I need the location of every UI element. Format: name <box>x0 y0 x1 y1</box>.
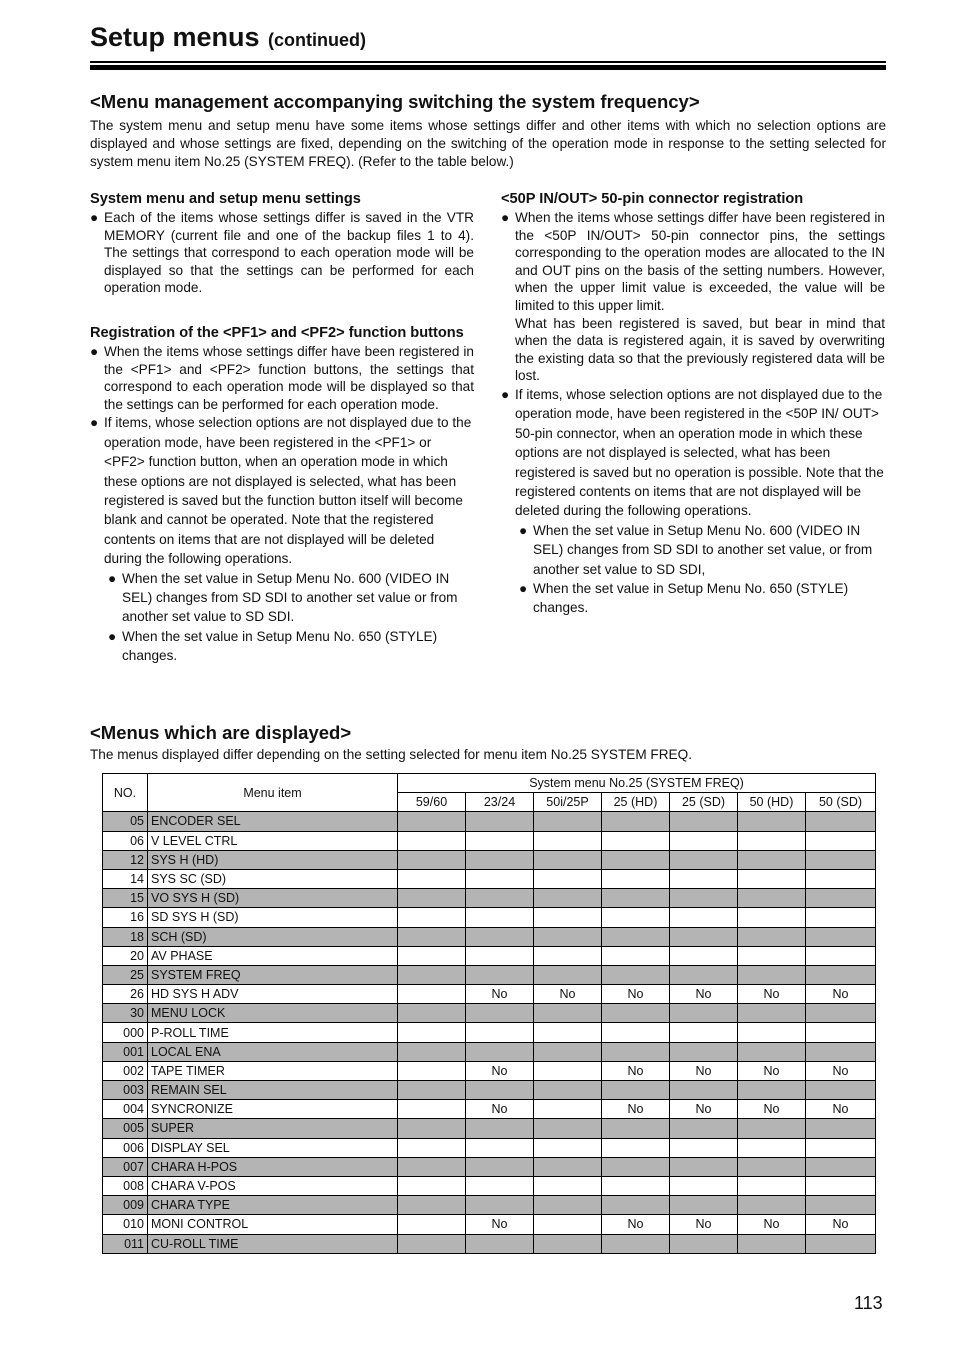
row-mode-value <box>398 965 466 984</box>
row-mode-value <box>806 889 876 908</box>
bullet-icon: ● <box>519 522 528 538</box>
row-mode-value <box>398 1119 466 1138</box>
header-mode: 50 (SD) <box>806 793 876 812</box>
row-mode-value <box>398 927 466 946</box>
row-mode-value <box>398 1023 466 1042</box>
row-number: 20 <box>103 946 148 965</box>
row-mode-value <box>602 869 670 888</box>
menus-intro: The menus displayed differ depending on the setting selected for menu item No.25 SYSTEM FREQ. <box>90 747 692 762</box>
row-mode-value: No <box>602 1100 670 1119</box>
row-mode-value <box>466 927 534 946</box>
row-mode-value <box>670 1004 738 1023</box>
table-row <box>103 1215 876 1234</box>
menus-table <box>102 773 876 1254</box>
row-mode-value <box>398 1061 466 1080</box>
sub-bullet-text: When the set value in Setup Menu No. 600 (VIDEO IN SEL) changes from SD SDI to another set value, or from another set value to SD SDI, <box>533 522 873 577</box>
row-number: 12 <box>103 850 148 869</box>
header-mode: 59/60 <box>398 793 466 812</box>
table-row <box>103 985 876 1004</box>
bullet-text: If items, whose selection options are not displayed due to the operation mode, have been registered in the <PF1> or <PF2> function button, when an operation mode in which these options are not displayed is selected, what has been registered is saved but the function button itself will become blank and cannot be operated. Note that the registered contents on items that are not displayed will be deleted during the following operations. <box>104 415 472 567</box>
row-mode-value <box>534 1196 602 1215</box>
row-number: 05 <box>103 812 148 831</box>
table-row <box>103 965 876 984</box>
row-mode-value <box>398 1004 466 1023</box>
bullet-icon: ● <box>501 210 510 225</box>
bullet-text: If items, whose selection options are not displayed due to the operation mode, have been registered in the <50P IN/ OUT> 50-pin connector, when an operation mode in which these options are not displayed is selected, what has been registered is saved but no operation is possible. Note that the registered contents on items that are not displayed will be deleted during the following operations. <box>515 386 884 519</box>
row-menu-item: SYNCRONIZE <box>148 1100 398 1119</box>
row-mode-value <box>534 1042 602 1061</box>
row-mode-value <box>602 965 670 984</box>
header-mode: 50 (HD) <box>738 793 806 812</box>
row-menu-item: SUPER <box>148 1119 398 1138</box>
sub-bullet-item <box>519 521 885 579</box>
row-mode-value <box>398 1138 466 1157</box>
table-row <box>103 812 876 831</box>
row-number: 16 <box>103 908 148 927</box>
row-mode-value <box>466 1176 534 1195</box>
row-mode-value <box>534 1004 602 1023</box>
row-mode-value <box>670 965 738 984</box>
row-menu-item: SYS H (HD) <box>148 850 398 869</box>
row-mode-value <box>670 831 738 850</box>
row-mode-value <box>738 1042 806 1061</box>
row-mode-value: No <box>466 985 534 1004</box>
row-mode-value <box>806 927 876 946</box>
row-mode-value <box>398 850 466 869</box>
row-mode-value <box>806 1196 876 1215</box>
subheading-pf-buttons: Registration of the <PF1> and <PF2> function buttons <box>90 324 464 341</box>
row-menu-item: AV PHASE <box>148 946 398 965</box>
row-menu-item: LOCAL ENA <box>148 1042 398 1061</box>
bullet-icon: ● <box>519 581 528 596</box>
row-mode-value: No <box>738 1215 806 1234</box>
header-mode: 25 (SD) <box>670 793 738 812</box>
row-mode-value <box>398 889 466 908</box>
row-mode-value <box>738 908 806 927</box>
row-mode-value <box>738 869 806 888</box>
row-mode-value <box>670 1023 738 1042</box>
table-row <box>103 1023 876 1042</box>
row-mode-value <box>602 812 670 831</box>
row-mode-value <box>806 850 876 869</box>
left-column <box>90 189 474 666</box>
row-mode-value <box>398 1042 466 1061</box>
row-mode-value <box>806 1042 876 1061</box>
row-menu-item: ENCODER SEL <box>148 812 398 831</box>
table-row <box>103 1138 876 1157</box>
row-mode-value <box>738 965 806 984</box>
row-mode-value <box>806 1157 876 1176</box>
row-number: 005 <box>103 1119 148 1138</box>
row-mode-value <box>534 1100 602 1119</box>
table-row <box>103 1119 876 1138</box>
row-mode-value <box>534 1138 602 1157</box>
row-mode-value <box>738 927 806 946</box>
page-title-text: Setup menus <box>90 22 260 52</box>
row-mode-value <box>602 1196 670 1215</box>
bullet-text: Each of the items whose settings differ is saved in the VTR MEMORY (current file and one of the backup files 1 to 4). The settings that correspond to each operation mode will be displayed so that the settings can be performed for each operation mode. <box>104 210 474 296</box>
sub-bullet-text: When the set value in Setup Menu No. 600 (VIDEO IN SEL) changes from SD SDI to another set value or from another set value to SD SDI. <box>122 570 458 625</box>
row-mode-value <box>806 1234 876 1253</box>
row-mode-value <box>806 965 876 984</box>
row-mode-value <box>534 1061 602 1080</box>
row-number: 25 <box>103 965 148 984</box>
row-mode-value <box>534 946 602 965</box>
row-mode-value <box>670 1042 738 1061</box>
row-mode-value: No <box>670 1100 738 1119</box>
row-mode-value <box>806 831 876 850</box>
row-menu-item: MENU LOCK <box>148 1004 398 1023</box>
row-menu-item: V LEVEL CTRL <box>148 831 398 850</box>
header-no: NO. <box>103 774 148 812</box>
row-mode-value <box>738 812 806 831</box>
row-mode-value: No <box>738 1100 806 1119</box>
row-mode-value <box>670 812 738 831</box>
row-mode-value <box>398 1157 466 1176</box>
row-mode-value <box>670 1081 738 1100</box>
section-heading-menus: <Menus which are displayed> <box>90 722 352 743</box>
row-mode-value <box>534 831 602 850</box>
row-mode-value <box>738 1119 806 1138</box>
row-mode-value <box>806 1023 876 1042</box>
bullet-item <box>90 343 474 413</box>
row-mode-value <box>738 889 806 908</box>
row-menu-item: SD SYS H (SD) <box>148 908 398 927</box>
row-mode-value <box>534 889 602 908</box>
row-mode-value: No <box>738 985 806 1004</box>
row-mode-value <box>534 850 602 869</box>
row-mode-value: No <box>670 1215 738 1234</box>
row-mode-value: No <box>806 1061 876 1080</box>
row-mode-value <box>670 946 738 965</box>
page-title-continued: (continued) <box>267 30 366 50</box>
table-row <box>103 1100 876 1119</box>
row-menu-item: SYSTEM FREQ <box>148 965 398 984</box>
row-mode-value <box>466 908 534 927</box>
row-mode-value <box>806 908 876 927</box>
row-mode-value <box>534 965 602 984</box>
row-mode-value <box>534 1081 602 1100</box>
row-menu-item: CU-ROLL TIME <box>148 1234 398 1253</box>
row-mode-value: No <box>670 1061 738 1080</box>
page-title <box>90 22 366 53</box>
row-mode-value <box>398 831 466 850</box>
sub-bullet-text: When the set value in Setup Menu No. 650 (STYLE) changes. <box>122 628 438 664</box>
row-mode-value <box>602 946 670 965</box>
row-mode-value <box>806 1138 876 1157</box>
row-mode-value <box>466 831 534 850</box>
bullet-text: When the items whose settings differ have been registered in the <50P IN/OUT> 50-pin connector pins, the settings corresponding to the operation modes are allocated to the IN and OUT pins on the basis of the setting numbers. However, when the upper limit value is exceeded, the value will be limited to this upper limit. <box>515 210 885 313</box>
table-header-row <box>103 774 876 793</box>
row-mode-value <box>602 908 670 927</box>
row-mode-value <box>602 1138 670 1157</box>
header-mode: 50i/25P <box>534 793 602 812</box>
row-mode-value <box>398 908 466 927</box>
row-mode-value <box>466 889 534 908</box>
row-mode-value <box>738 1004 806 1023</box>
row-mode-value <box>398 1081 466 1100</box>
row-mode-value <box>670 869 738 888</box>
table-row <box>103 1234 876 1253</box>
row-mode-value <box>602 1119 670 1138</box>
row-mode-value <box>670 927 738 946</box>
row-mode-value <box>534 927 602 946</box>
subheading-50p-connector: <50P IN/OUT> 50-pin connector registration <box>501 191 804 207</box>
row-menu-item: REMAIN SEL <box>148 1081 398 1100</box>
row-mode-value <box>602 927 670 946</box>
header-menu-item: Menu item <box>148 774 398 812</box>
sub-bullet-item <box>108 569 474 627</box>
header-system-freq: System menu No.25 (SYSTEM FREQ) <box>398 774 876 793</box>
row-mode-value <box>806 1081 876 1100</box>
bullet-item <box>90 209 474 297</box>
row-mode-value <box>738 850 806 869</box>
row-mode-value <box>602 1176 670 1195</box>
row-mode-value <box>398 1215 466 1234</box>
bullet-item <box>90 413 474 568</box>
sub-bullet-item <box>519 579 885 618</box>
row-menu-item: P-ROLL TIME <box>148 1023 398 1042</box>
table-row <box>103 946 876 965</box>
row-mode-value <box>466 1234 534 1253</box>
row-menu-item: VO SYS H (SD) <box>148 889 398 908</box>
row-menu-item: DISPLAY SEL <box>148 1138 398 1157</box>
row-mode-value <box>602 1023 670 1042</box>
row-mode-value <box>466 965 534 984</box>
row-mode-value <box>738 1196 806 1215</box>
table-row <box>103 1061 876 1080</box>
bullet-icon: ● <box>90 343 99 359</box>
row-mode-value <box>806 869 876 888</box>
row-mode-value: No <box>466 1100 534 1119</box>
row-number: 009 <box>103 1196 148 1215</box>
row-mode-value <box>466 869 534 888</box>
row-mode-value <box>534 1023 602 1042</box>
row-menu-item: CHARA TYPE <box>148 1196 398 1215</box>
table-row <box>103 889 876 908</box>
row-mode-value: No <box>466 1061 534 1080</box>
row-mode-value: No <box>534 985 602 1004</box>
row-mode-value <box>670 1119 738 1138</box>
row-mode-value <box>534 908 602 927</box>
row-mode-value <box>670 1234 738 1253</box>
row-mode-value <box>738 1157 806 1176</box>
row-mode-value <box>466 1004 534 1023</box>
row-mode-value: No <box>602 1061 670 1080</box>
row-mode-value <box>738 831 806 850</box>
row-number: 006 <box>103 1138 148 1157</box>
row-mode-value <box>398 1196 466 1215</box>
header-mode: 25 (HD) <box>602 793 670 812</box>
row-menu-item: CHARA H-POS <box>148 1157 398 1176</box>
table-row <box>103 1157 876 1176</box>
title-rule-thin <box>90 61 886 63</box>
row-mode-value: No <box>466 1215 534 1234</box>
row-number: 15 <box>103 889 148 908</box>
row-mode-value <box>806 1119 876 1138</box>
row-number: 007 <box>103 1157 148 1176</box>
subheading-settings: System menu and setup menu settings <box>90 191 361 207</box>
row-mode-value <box>602 889 670 908</box>
bullet-icon: ● <box>501 386 510 402</box>
row-mode-value <box>466 1023 534 1042</box>
sub-bullet-item <box>108 627 474 666</box>
table-row <box>103 869 876 888</box>
row-mode-value <box>670 1138 738 1157</box>
row-number: 011 <box>103 1234 148 1253</box>
row-menu-item: SYS SC (SD) <box>148 869 398 888</box>
row-mode-value <box>466 1138 534 1157</box>
row-mode-value <box>398 1234 466 1253</box>
row-mode-value <box>466 812 534 831</box>
row-mode-value <box>534 1119 602 1138</box>
section-heading-frequency: <Menu management accompanying switching the system frequency> <box>90 91 700 112</box>
row-mode-value <box>602 1004 670 1023</box>
bullet-text-continued: What has been registered is saved, but bear in mind that when the data is registered again, it is saved by overwriting the existing data so that the previously registered data will be lost. <box>515 315 885 384</box>
bullet-icon: ● <box>108 570 117 586</box>
table-row <box>103 1042 876 1061</box>
row-mode-value <box>534 1234 602 1253</box>
row-number: 000 <box>103 1023 148 1042</box>
row-mode-value <box>670 1196 738 1215</box>
row-mode-value <box>534 1215 602 1234</box>
right-column <box>501 189 885 618</box>
row-mode-value <box>466 1157 534 1176</box>
row-mode-value: No <box>738 1061 806 1080</box>
bullet-item <box>501 209 885 385</box>
table-row <box>103 908 876 927</box>
row-mode-value <box>738 1138 806 1157</box>
table-row <box>103 1081 876 1100</box>
row-mode-value <box>602 831 670 850</box>
bullet-text: When the items whose settings differ have been registered in the <PF1> and <PF2> function buttons, the settings that correspond to each operation mode will be displayed so that the settings can be performed for each operation mode. <box>104 343 474 412</box>
table-row <box>103 850 876 869</box>
row-mode-value <box>670 908 738 927</box>
row-mode-value <box>738 1081 806 1100</box>
row-mode-value: No <box>670 985 738 1004</box>
table-row <box>103 1176 876 1195</box>
row-mode-value <box>738 1023 806 1042</box>
row-number: 008 <box>103 1176 148 1195</box>
row-mode-value: No <box>602 985 670 1004</box>
row-mode-value <box>738 1234 806 1253</box>
row-mode-value <box>670 850 738 869</box>
bullet-icon: ● <box>108 628 117 644</box>
row-mode-value <box>398 1176 466 1195</box>
row-mode-value <box>602 1157 670 1176</box>
row-menu-item: CHARA V-POS <box>148 1176 398 1195</box>
row-mode-value: No <box>806 1215 876 1234</box>
sub-bullet-text: When the set value in Setup Menu No. 650 (STYLE) changes. <box>533 581 849 616</box>
row-mode-value <box>806 812 876 831</box>
row-mode-value <box>738 1176 806 1195</box>
row-mode-value <box>466 1119 534 1138</box>
row-number: 010 <box>103 1215 148 1234</box>
row-mode-value <box>602 1081 670 1100</box>
row-mode-value <box>738 946 806 965</box>
row-mode-value <box>398 812 466 831</box>
row-mode-value <box>806 946 876 965</box>
title-rule-thick <box>90 65 886 70</box>
table-row <box>103 927 876 946</box>
row-mode-value <box>466 1196 534 1215</box>
row-number: 14 <box>103 869 148 888</box>
row-number: 30 <box>103 1004 148 1023</box>
row-number: 18 <box>103 927 148 946</box>
row-mode-value <box>602 1042 670 1061</box>
row-number: 001 <box>103 1042 148 1061</box>
row-mode-value <box>398 985 466 1004</box>
row-mode-value <box>466 946 534 965</box>
bullet-item <box>501 385 885 521</box>
header-mode: 23/24 <box>466 793 534 812</box>
row-menu-item: SCH (SD) <box>148 927 398 946</box>
row-mode-value <box>670 1176 738 1195</box>
row-mode-value <box>534 812 602 831</box>
row-mode-value <box>806 1004 876 1023</box>
table-row <box>103 1196 876 1215</box>
row-mode-value <box>466 1042 534 1061</box>
row-mode-value <box>398 869 466 888</box>
row-mode-value: No <box>806 1100 876 1119</box>
row-mode-value <box>670 1157 738 1176</box>
row-number: 004 <box>103 1100 148 1119</box>
row-menu-item: TAPE TIMER <box>148 1061 398 1080</box>
row-mode-value <box>398 1100 466 1119</box>
row-number: 06 <box>103 831 148 850</box>
row-mode-value <box>534 1176 602 1195</box>
table-body <box>103 812 876 1253</box>
table-row <box>103 1004 876 1023</box>
row-mode-value <box>602 850 670 869</box>
row-mode-value: No <box>806 985 876 1004</box>
row-mode-value <box>534 869 602 888</box>
row-menu-item: HD SYS H ADV <box>148 985 398 1004</box>
row-mode-value: No <box>602 1215 670 1234</box>
row-number: 003 <box>103 1081 148 1100</box>
row-mode-value <box>398 946 466 965</box>
row-mode-value <box>806 1176 876 1195</box>
row-mode-value <box>466 1081 534 1100</box>
row-mode-value <box>602 1234 670 1253</box>
table-row <box>103 831 876 850</box>
row-menu-item: MONI CONTROL <box>148 1215 398 1234</box>
page-number: 113 <box>854 1293 883 1313</box>
row-number: 26 <box>103 985 148 1004</box>
section-intro: The system menu and setup menu have some items whose settings differ and other items with which no selection options are displayed and whose settings are fixed, depending on the switching of the operation mode in response to the setting selected for system menu item No.25 (SYSTEM FREQ). (Refer to the table below.) <box>90 118 886 169</box>
row-mode-value <box>534 1157 602 1176</box>
bullet-icon: ● <box>90 210 99 225</box>
bullet-icon: ● <box>90 415 99 431</box>
row-mode-value <box>466 850 534 869</box>
row-mode-value <box>670 889 738 908</box>
row-number: 002 <box>103 1061 148 1080</box>
